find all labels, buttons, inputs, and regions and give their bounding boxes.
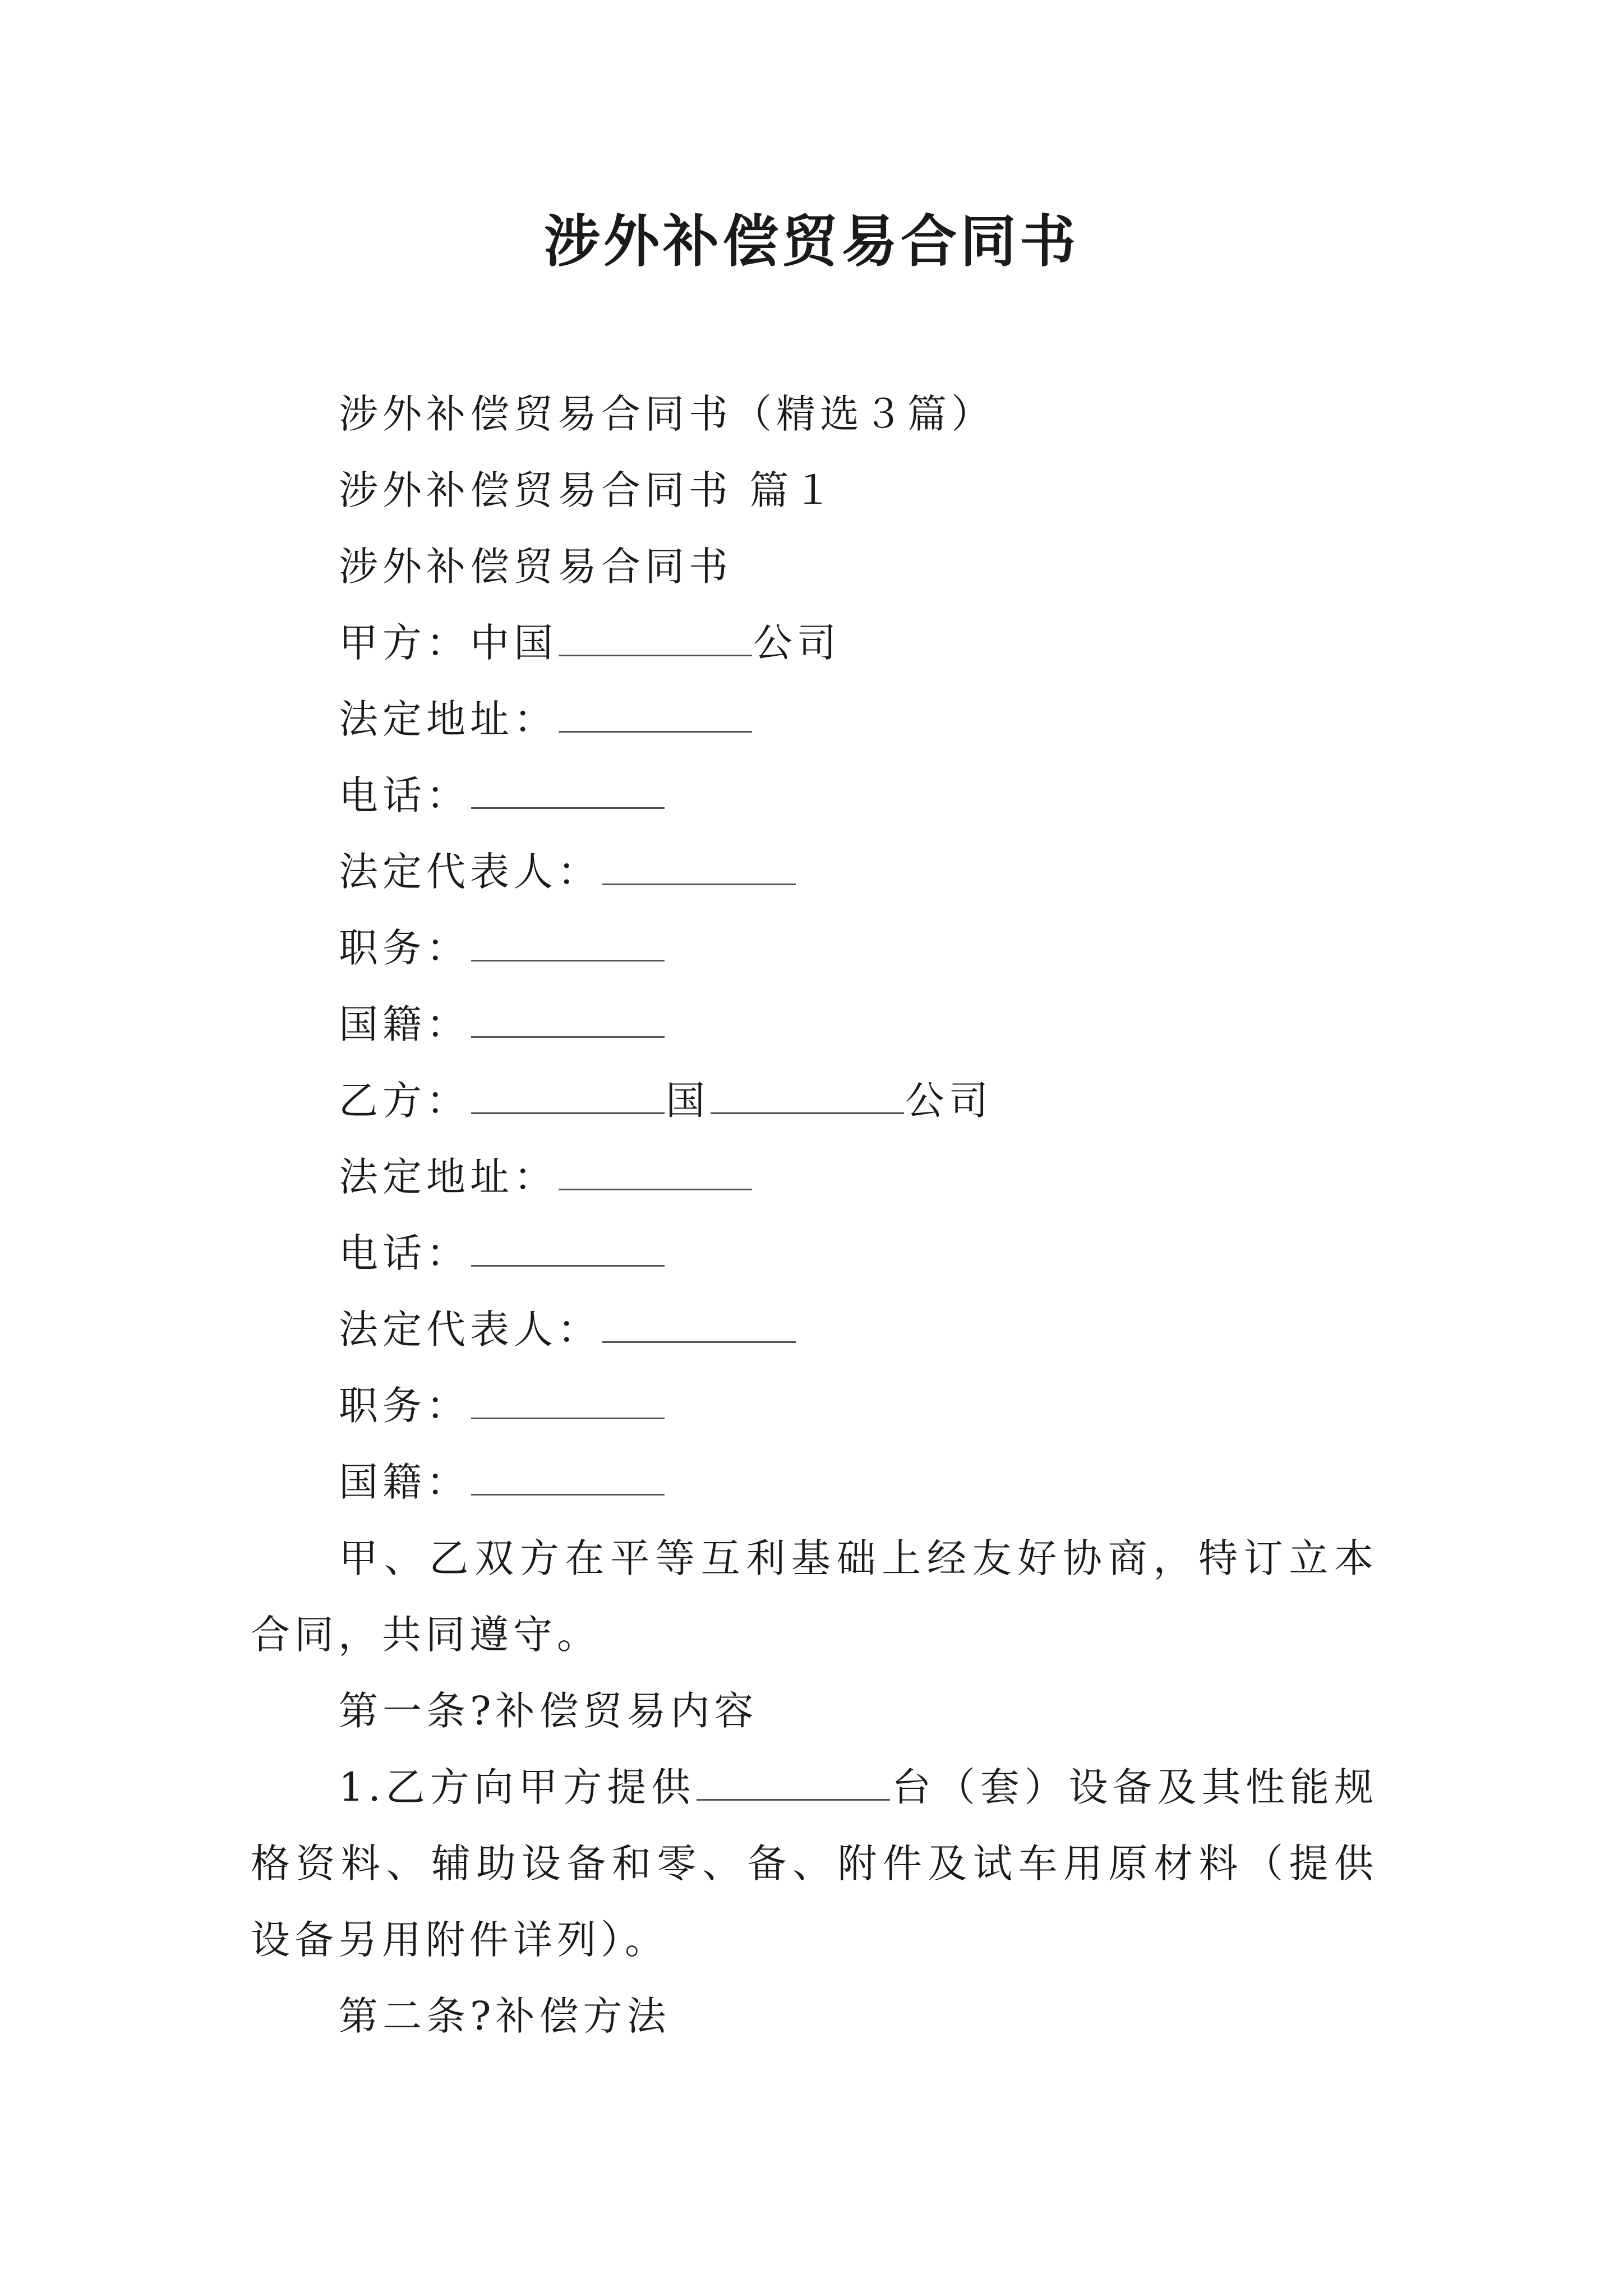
party-a-phone-line — [251, 757, 1378, 834]
document-body — [251, 376, 1378, 2054]
party-b-suffix: 公司 — [905, 1078, 993, 1124]
article-1-item-1 — [251, 1749, 1378, 1978]
party-a-phone-blank — [471, 774, 665, 809]
party-b-label: 乙方： — [339, 1078, 470, 1124]
party-a-suffix: 公司 — [753, 620, 841, 666]
party-b-country-blank — [471, 1079, 665, 1114]
party-a-name-blank — [559, 621, 752, 656]
party-a-rep-line — [251, 834, 1378, 910]
agreement-paragraph: 甲、乙双方在平等互利基础上经友好协商，特订立本合同，共同遵守。 — [251, 1535, 1378, 1658]
party-b-nationality-blank — [471, 1460, 665, 1496]
subtitle-line: 涉外补偿贸易合同书（精选３篇） — [339, 391, 995, 437]
party-a-rep-label: 法定代表人： — [339, 849, 601, 895]
party-b-address-label: 法定地址： — [339, 1154, 557, 1200]
article-2-heading: 第二条?补偿方法 — [339, 1993, 671, 2039]
party-b-rep-line — [251, 1291, 1378, 1368]
party-a-address-label: 法定地址： — [339, 696, 557, 742]
party-b-nationality-label: 国籍： — [339, 1459, 470, 1505]
party-b-rep-label: 法定代表人： — [339, 1306, 601, 1352]
party-a-nationality-line — [251, 986, 1378, 1062]
party-b-nationality-line — [251, 1444, 1378, 1520]
party-a-position-label: 职务： — [339, 925, 470, 971]
party-a-position-blank — [471, 926, 665, 961]
party-b-rep-blank — [602, 1308, 796, 1343]
party-b-position-blank — [471, 1384, 665, 1419]
party-a-nationality-blank — [471, 1002, 665, 1038]
party-b-phone-label: 电话： — [339, 1230, 470, 1276]
party-b-phone-line — [251, 1215, 1378, 1291]
party-b-address-blank — [559, 1155, 752, 1190]
party-b-phone-blank — [471, 1231, 665, 1267]
party-a-address-blank — [559, 697, 752, 733]
party-a-nationality-label: 国籍： — [339, 1001, 470, 1047]
item-1-quantity-blank — [697, 1765, 890, 1801]
party-b-position-line — [251, 1368, 1378, 1444]
party-b-name-blank — [711, 1079, 904, 1114]
party-b-middle: 国 — [666, 1078, 709, 1124]
item-1-prefix: 1.乙方向甲方提供 — [339, 1764, 696, 1810]
party-a-line — [251, 605, 1378, 681]
party-b-address-line — [251, 1139, 1378, 1215]
contract-heading: 涉外补偿贸易合同书 — [339, 544, 732, 590]
party-a-rep-blank — [602, 850, 796, 885]
article-1-heading: 第一条?补偿贸易内容 — [339, 1688, 758, 1734]
party-b-position-label: 职务： — [339, 1383, 470, 1429]
party-a-phone-label: 电话： — [339, 772, 470, 818]
party-a-position-line — [251, 910, 1378, 986]
party-a-label: 甲方：中国 — [339, 620, 557, 666]
document-title: 涉外补偿贸易合同书 — [544, 208, 1079, 274]
party-a-address-line — [251, 681, 1378, 757]
item-1-suffix: 台（套）设备及其性能规格资料、辅助设备和零、备、附件及试车用原材料（提供设备另用附件详列）。 — [251, 1764, 1378, 1963]
piece-line: 涉外补偿贸易合同书 篇１ — [339, 467, 837, 513]
party-b-line — [251, 1062, 1378, 1139]
